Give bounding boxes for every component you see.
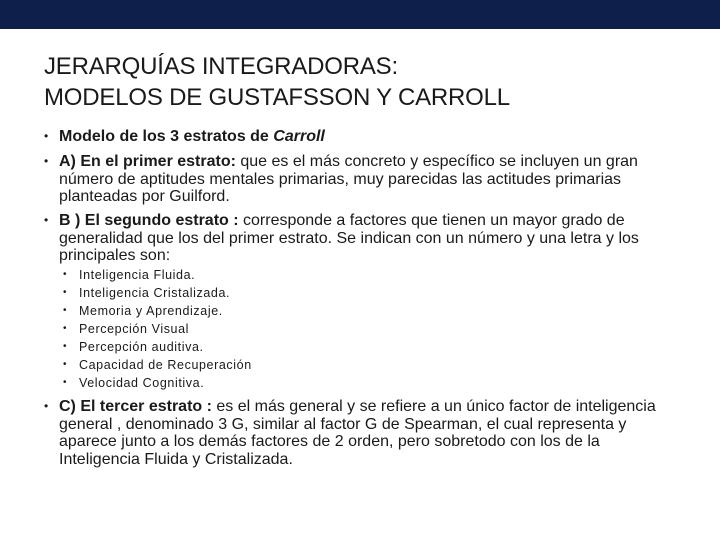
sub-item-label: Percepción auditiva. [79, 340, 204, 354]
bullet-bold: Modelo de los 3 estratos de [59, 128, 274, 145]
sub-bullet-dot: • [63, 341, 68, 352]
bullet-bold: C) El tercer estrato : [59, 398, 212, 415]
bullet-dot: • [44, 154, 49, 168]
sub-bullet-dot: • [63, 377, 68, 388]
bullet-italic: Carroll [273, 128, 325, 145]
sub-bullet-dot: • [63, 323, 68, 334]
bullet-bold: B ) El segundo estrato : [59, 212, 239, 229]
bullet-bold: A) En el primer estrato: [59, 153, 236, 170]
bullet-third-stratum [44, 398, 684, 468]
sub-item-label: Capacidad de Recuperación [79, 358, 252, 372]
sub-item [63, 374, 205, 392]
sub-bullet-dot: • [63, 359, 68, 370]
sub-item [63, 266, 196, 284]
sub-item [63, 338, 204, 356]
sub-item-label: Percepción Visual [79, 322, 190, 336]
sub-item [63, 302, 223, 320]
bullet-first-stratum [44, 153, 684, 206]
bullet-dot: • [44, 129, 49, 143]
bullet-dot: • [44, 213, 49, 227]
sub-bullet-dot: • [63, 305, 68, 316]
sub-bullet-dot: • [63, 269, 68, 280]
sub-item-label: Memoria y Aprendizaje. [79, 304, 223, 318]
slide-title [44, 51, 684, 113]
sub-bullet-dot: • [63, 287, 68, 298]
sub-item-label: Inteligencia Cristalizada. [79, 286, 231, 300]
title-line-1: JERARQUÍAS INTEGRADORAS: [44, 53, 398, 80]
bullet-text: es el más general y se refiere a un único factor de inteligencia general , denominado 3 G, similar al factor G de Spearman, el cual representa y aparece junto a los demás factores de 2 orden, pero sobretodo con los de la Inteligencia Fluida y Cristalizada. [59, 398, 656, 468]
sub-item [63, 284, 231, 302]
sub-item [63, 320, 190, 338]
title-line-2: MODELOS DE GUSTAFSSON Y CARROLL [44, 84, 510, 111]
sub-item-label: Inteligencia Fluida. [79, 268, 196, 282]
bullet-second-stratum [44, 212, 684, 265]
sub-item [63, 356, 252, 374]
bullet-dot: • [44, 399, 49, 413]
bullet-carroll-model [44, 128, 684, 146]
sub-item-label: Velocidad Cognitiva. [79, 376, 205, 390]
top-banner [0, 0, 720, 29]
bullet-text: que es el más concreto y específico se incluyen un gran número de aptitudes mentales primarias, muy parecidas las actitudes primarias planteadas por Guilford. [59, 153, 638, 205]
bullet-text: corresponde a factores que tienen un mayor grado de generalidad que los del primer estrato. Se indican con un número y una letra y los principales son: [59, 212, 639, 264]
